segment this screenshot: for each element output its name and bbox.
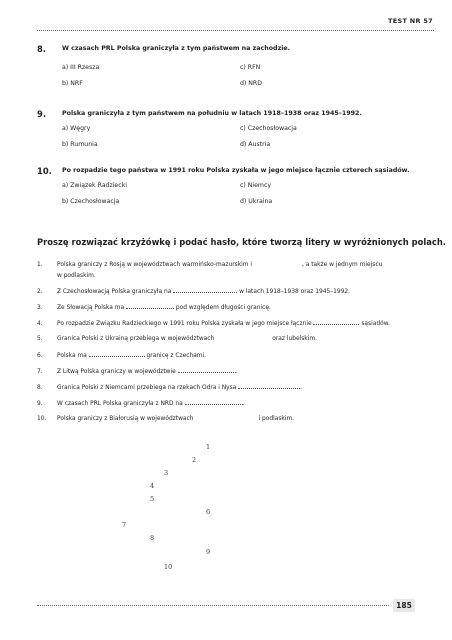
clue-number: 5.: [37, 336, 43, 342]
clue-text: Granica Polski z Ukrainą przebiega w województwach: [57, 336, 215, 342]
clue-text: .: [300, 385, 303, 391]
clue-text: , a także w jednym miejscu: [302, 262, 383, 268]
crossword-row-number: 4: [150, 482, 155, 490]
crossword-row-number: 7: [122, 521, 127, 529]
clue-text: sąsiadów.: [361, 321, 390, 327]
crossword-row-number: 9: [206, 548, 211, 556]
question-text: Po rozpadzie tego państwa w 1991 roku Polska zyskała w jego miejsce łącznie czterech sąsiadów.: [62, 167, 410, 174]
clue-number: 6.: [37, 353, 43, 359]
option-d[interactable]: d) NRD: [240, 80, 263, 87]
clue-text: Polska graniczy z Rosją w województwach warmińsko-mazurskim i: [57, 262, 252, 268]
clue-number: 1.: [37, 262, 43, 268]
question-number: 10.: [37, 166, 52, 176]
crossword-row-number: 5: [150, 495, 155, 503]
question-text: Polska graniczyła z tym państwem na południu w latach 1918–1938 oraz 1945–1992.: [62, 110, 362, 117]
question-number: 9.: [37, 109, 47, 119]
clue-text: .: [235, 369, 238, 375]
clue-text: Z Czechosłowacją Polska graniczyła na: [57, 289, 172, 295]
clue-number: 10.: [37, 416, 47, 422]
option-b[interactable]: b) Czechosłowacja: [62, 198, 120, 205]
option-b[interactable]: b) NRF: [62, 80, 83, 87]
option-c[interactable]: c) Niemcy: [240, 182, 272, 189]
clue-number: 4.: [37, 321, 43, 327]
clue-text: Ze Słowacją Polska ma: [57, 305, 125, 311]
clue-text: Granica Polski z Niemcami przebiega na rzekach Odra i Nysa: [57, 385, 237, 391]
option-a[interactable]: a) III Rzesza: [62, 64, 100, 71]
option-d[interactable]: d) Austria: [240, 141, 271, 148]
option-b[interactable]: b) Rumunia: [62, 141, 98, 148]
option-a[interactable]: a) Węgry: [62, 125, 91, 132]
clue-text: .: [242, 401, 245, 407]
crossword-row-number: 6: [206, 508, 211, 516]
clue-number: 8.: [37, 385, 43, 391]
clue-number: 9.: [37, 401, 43, 407]
clue-text: W czasach PRL Polska graniczyła z NRD na: [57, 401, 183, 407]
page-number: 185: [393, 599, 415, 612]
clue-text: Polska ma: [57, 353, 87, 359]
clue-text: pod względem długości granicę.: [175, 305, 271, 311]
clue-text: Polska graniczy z Białorusią w województwach: [57, 416, 194, 422]
crossword-row-number: 2: [192, 456, 197, 464]
crossword-row-number: 3: [164, 469, 169, 477]
option-c[interactable]: c) Czechosłowacja: [240, 125, 297, 132]
bottom-divider: [37, 605, 389, 606]
clue-text: w latach 1918–1938 oraz 1945–1992.: [239, 289, 350, 295]
question-number: 8.: [37, 44, 47, 54]
test-label: TEST NR 57: [387, 17, 433, 25]
crossword-row-number: 1: [206, 443, 211, 451]
option-c[interactable]: c) RFN: [240, 64, 261, 71]
clue-number: 7.: [37, 369, 43, 375]
option-a[interactable]: a) Związek Radziecki: [62, 182, 127, 189]
crossword-row-number: 8: [150, 534, 155, 542]
clue-text: i podlaskim.: [258, 416, 295, 422]
clue-text: Po rozpadzie Związku Radzieckiego w 1991 roku Polska zyskała w jego miejsce łącznie: [57, 321, 312, 327]
clue-number: 2.: [37, 289, 43, 295]
clue-text: w podlaskim.: [57, 273, 96, 279]
crossword-title: Proszę rozwiązać krzyżówkę i podać hasło, które tworzą litery w wyróżnionych polach.: [37, 237, 446, 247]
clue-text: granicę z Czechami.: [146, 353, 207, 359]
crossword-row-number: 10: [164, 563, 173, 571]
option-d[interactable]: d) Ukraina: [240, 198, 273, 205]
question-text: W czasach PRL Polska graniczyła z tym państwem na zachodzie.: [62, 45, 291, 52]
clue-text: Z Litwą Polska graniczy w województwie: [57, 369, 176, 375]
clue-text: oraz lubelskim.: [272, 336, 317, 342]
clue-number: 3.: [37, 305, 43, 311]
